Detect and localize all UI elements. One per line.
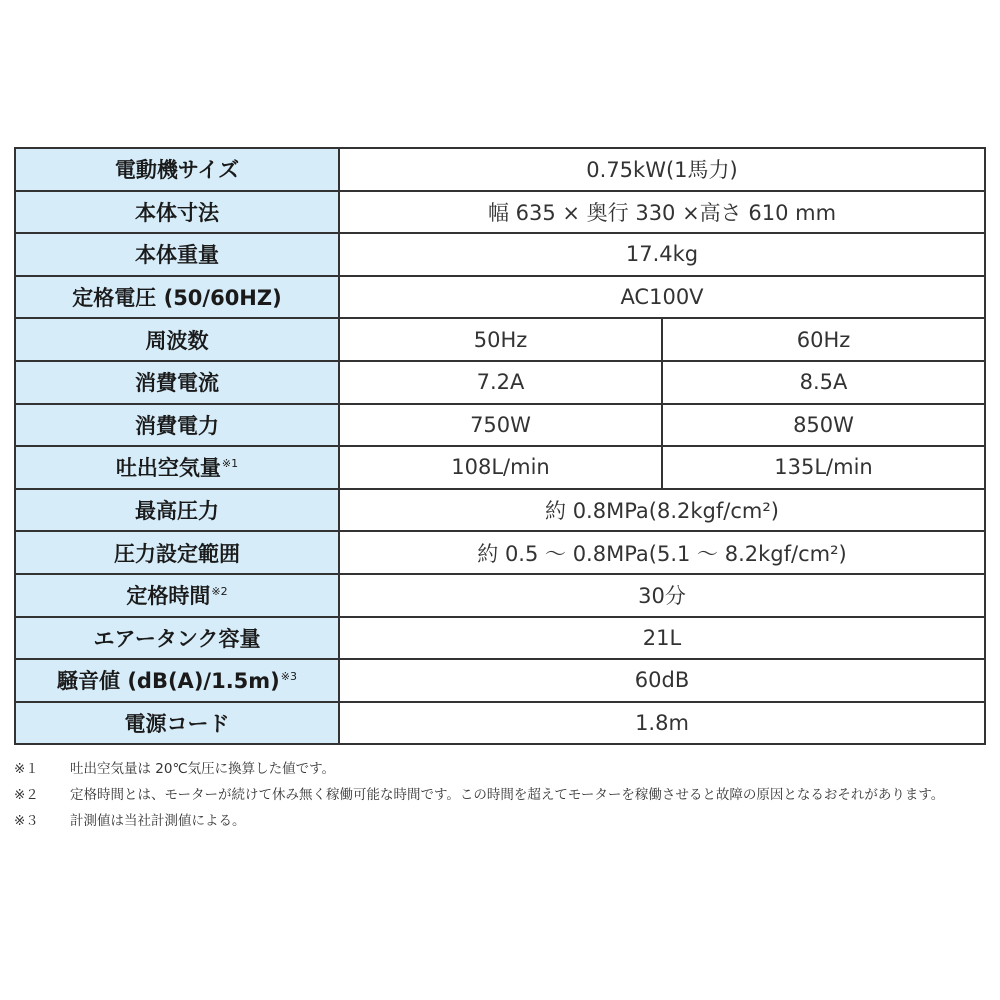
- spec-value: 幅 635 × 奥行 330 ×高さ 610 mm: [339, 191, 985, 234]
- spec-value-60hz: 850W: [662, 404, 985, 447]
- spec-row-pressure-range: [15, 531, 985, 574]
- footnote: [14, 810, 986, 832]
- spec-row-rated-voltage: [15, 276, 985, 319]
- spec-label: 本体寸法: [15, 191, 339, 234]
- spec-value: 17.4kg: [339, 233, 985, 276]
- spec-row-power: [15, 404, 985, 447]
- spec-label-cell: [15, 446, 339, 489]
- spec-row-current: [15, 361, 985, 404]
- spec-value-60hz: 135L/min: [662, 446, 985, 489]
- spec-label: 電動機サイズ: [15, 148, 339, 191]
- footnote-text: 定格時間とは、モーターが続けて休み無く稼働可能な時間です。この時間を超えてモーターを稼働させると故障の原因となるおそれがあります。: [70, 787, 945, 803]
- spec-row-frequency: [15, 318, 985, 361]
- spec-label: 騒音値 (dB(A)/1.5m): [57, 669, 280, 694]
- spec-row-rated-time: [15, 574, 985, 617]
- note-reference-mark: ※2: [211, 585, 228, 599]
- spec-label: 消費電流: [15, 361, 339, 404]
- spec-label: 圧力設定範囲: [15, 531, 339, 574]
- spec-value-50hz: 50Hz: [339, 318, 662, 361]
- footnote-number: ※３: [14, 813, 39, 829]
- spec-value-50hz: 7.2A: [339, 361, 662, 404]
- spec-label: 定格時間: [126, 584, 211, 609]
- spec-row-dimensions: [15, 191, 985, 234]
- spec-value-60hz: 60Hz: [662, 318, 985, 361]
- footnotes: [14, 758, 986, 836]
- spec-value: 21L: [339, 617, 985, 660]
- footnote-text: 吐出空気量は 20℃気圧に換算した値です。: [70, 761, 336, 777]
- spec-label: 吐出空気量: [115, 456, 221, 481]
- note-reference-mark: ※3: [280, 670, 297, 684]
- spec-label: 電源コード: [15, 702, 339, 745]
- footnote-number: ※２: [14, 787, 39, 803]
- note-reference-mark: ※1: [221, 457, 239, 471]
- spec-value: 1.8m: [635, 711, 689, 736]
- spec-value-50hz: 108L/min: [339, 446, 662, 489]
- footnote-number: ※１: [14, 761, 39, 777]
- spec-label-cell: [15, 659, 339, 702]
- spec-row-max-pressure: [15, 489, 985, 532]
- spec-label: 周波数: [15, 318, 339, 361]
- spec-value-50hz: 750W: [339, 404, 662, 447]
- footnote: [14, 758, 986, 780]
- spec-value: 0.75kW(1馬力): [339, 148, 985, 191]
- spec-value: 約 0.5 ～ 0.8MPa(5.1 ～ 8.2kgf/cm²): [339, 531, 985, 574]
- spec-label: 最高圧力: [15, 489, 339, 532]
- spec-row-power-cord: [15, 702, 985, 745]
- spec-label: エアータンク容量: [15, 617, 339, 660]
- spec-row-weight: [15, 233, 985, 276]
- spec-table: [14, 147, 986, 745]
- spec-label: 定格電圧 (50/60HZ): [15, 276, 339, 319]
- spec-value: 30分: [339, 574, 985, 617]
- footnote: [14, 784, 986, 806]
- spec-value-60hz: 8.5A: [662, 361, 985, 404]
- spec-value: 60dB: [339, 659, 985, 702]
- footnote-text: 計測値は当社計測値による。: [70, 813, 246, 829]
- spec-row-air-delivery: [15, 446, 985, 489]
- spec-value: AC100V: [339, 276, 985, 319]
- spec-label: 消費電力: [15, 404, 339, 447]
- spec-label-cell: [15, 574, 339, 617]
- spec-row-tank-capacity: [15, 617, 985, 660]
- spec-value: 約 0.8MPa(8.2kgf/cm²): [339, 489, 985, 532]
- spec-row-motor-size: [15, 148, 985, 191]
- spec-label: 本体重量: [15, 233, 339, 276]
- spec-row-noise-level: [15, 659, 985, 702]
